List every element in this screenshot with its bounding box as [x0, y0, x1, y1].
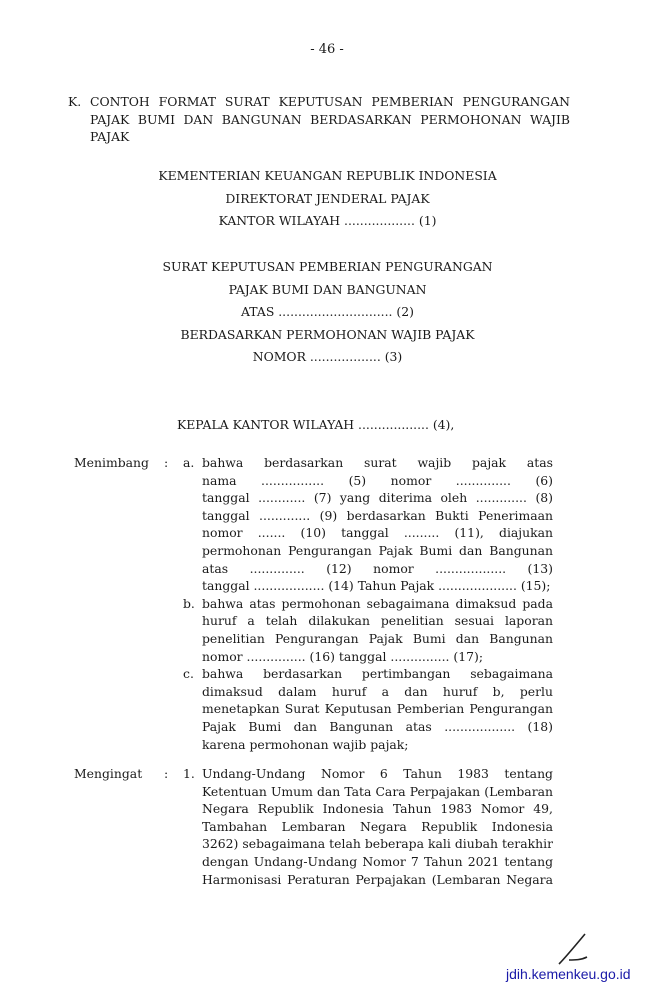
- signature-initial-icon: [555, 930, 591, 968]
- footer-url: jdih.kemenkeu.go.id: [506, 966, 631, 982]
- item-text-line: atas .............. (12) nomor .................. (13): [202, 560, 553, 576]
- mengingat-label: Mengingat: [74, 766, 143, 781]
- letterhead: [60, 165, 595, 233]
- section-title-line: PAJAK: [90, 129, 130, 145]
- item-text-line: penelitian Pengurangan Pajak Bumi dan Bangunan: [202, 630, 553, 646]
- letterhead-line: KANTOR WILAYAH .................. (1): [218, 213, 437, 228]
- item-marker: c.: [183, 666, 194, 682]
- decree-title: [60, 256, 595, 369]
- item-text-line: huruf a telah dilakukan penelitian sesuai laporan: [202, 613, 553, 629]
- item-text-line: bahwa atas permohonan sebagaimana dimaksud pada: [202, 595, 553, 611]
- decree-title-line: NOMOR .................. (3): [252, 349, 403, 364]
- item-text-line: tanggal .................. (14) Tahun Pajak .................... (15);: [202, 578, 551, 594]
- item-marker: 1.: [183, 766, 195, 781]
- item-text-line: Ketentuan Umum dan Tata Cara Perpajakan (Lembaran: [202, 783, 553, 799]
- item-text-line: tanggal ............ (7) yang diterima oleh ............. (8): [202, 490, 553, 506]
- section-title: [90, 93, 570, 146]
- item-text-line: nama ................ (5) nomor .............. (6): [202, 472, 553, 488]
- decree-title-line: ATAS ............................. (2): [241, 304, 414, 319]
- decree-title-line: PAJAK BUMI DAN BANGUNAN: [228, 281, 427, 297]
- letterhead-line: KEMENTERIAN KEUANGAN REPUBLIK INDONESIA: [158, 168, 497, 183]
- page-number: - 46 -: [310, 42, 344, 57]
- item-text-line: dimaksud dalam huruf a dan huruf b, perlu: [202, 683, 553, 699]
- item-text-line: nomor ....... (10) tanggal ......... (11), diajukan: [202, 525, 553, 541]
- mengingat-colon: :: [164, 766, 169, 781]
- menimbang-colon: :: [164, 455, 169, 470]
- item-text-line: Pajak Bumi dan Bangunan atas .................. (18): [202, 718, 553, 734]
- section-title-line: PAJAK BUMI DAN BANGUNAN BERDASARKAN PERMOHONAN WAJIB: [90, 111, 570, 127]
- item-text-line: bahwa berdasarkan pertimbangan sebagaimana: [202, 666, 553, 682]
- item-text-line: karena permohonan wajib pajak;: [202, 736, 409, 752]
- item-text-line: Harmonisasi Peraturan Perpajakan (Lembaran Negara: [202, 871, 553, 887]
- item-text-line: Tambahan Lembaran Negara Republik Indonesia: [202, 818, 553, 834]
- decree-title-line: SURAT KEPUTUSAN PEMBERIAN PENGURANGAN: [162, 259, 493, 274]
- letterhead-line: DIREKTORAT JENDERAL PAJAK: [225, 190, 430, 206]
- item-text-line: dengan Undang-Undang Nomor 7 Tahun 2021 tentang: [202, 854, 553, 869]
- item-text-line: nomor ............... (16) tanggal ............... (17);: [202, 648, 484, 664]
- item-text-line: bahwa berdasarkan surat wajib pajak atas: [202, 455, 553, 470]
- item-text-line: 3262) sebagaimana telah beberapa kali diubah terakhir: [202, 836, 553, 852]
- item-text-line: tanggal ............. (9) berdasarkan Bukti Penerimaan: [202, 507, 553, 523]
- item-text-line: Negara Republik Indonesia Tahun 1983 Nomor 49,: [202, 801, 553, 817]
- item-marker: b.: [183, 595, 195, 611]
- menimbang-label: Menimbang: [74, 455, 149, 470]
- item-text-line: permohonan Pengurangan Pajak Bumi dan Bangunan: [202, 543, 553, 558]
- decree-title-line: BERDASARKAN PERMOHONAN WAJIB PAJAK: [180, 326, 475, 342]
- section-title-line: CONTOH FORMAT SURAT KEPUTUSAN PEMBERIAN PENGURANGAN: [90, 94, 570, 109]
- official-title: KEPALA KANTOR WILAYAH .................. (4),: [177, 417, 455, 432]
- item-text-line: Undang-Undang Nomor 6 Tahun 1983 tentang: [202, 766, 553, 781]
- item-marker: a.: [183, 455, 195, 470]
- item-text-line: menetapkan Surat Keputusan Pemberian Pengurangan: [202, 701, 553, 717]
- section-marker: K.: [68, 94, 82, 109]
